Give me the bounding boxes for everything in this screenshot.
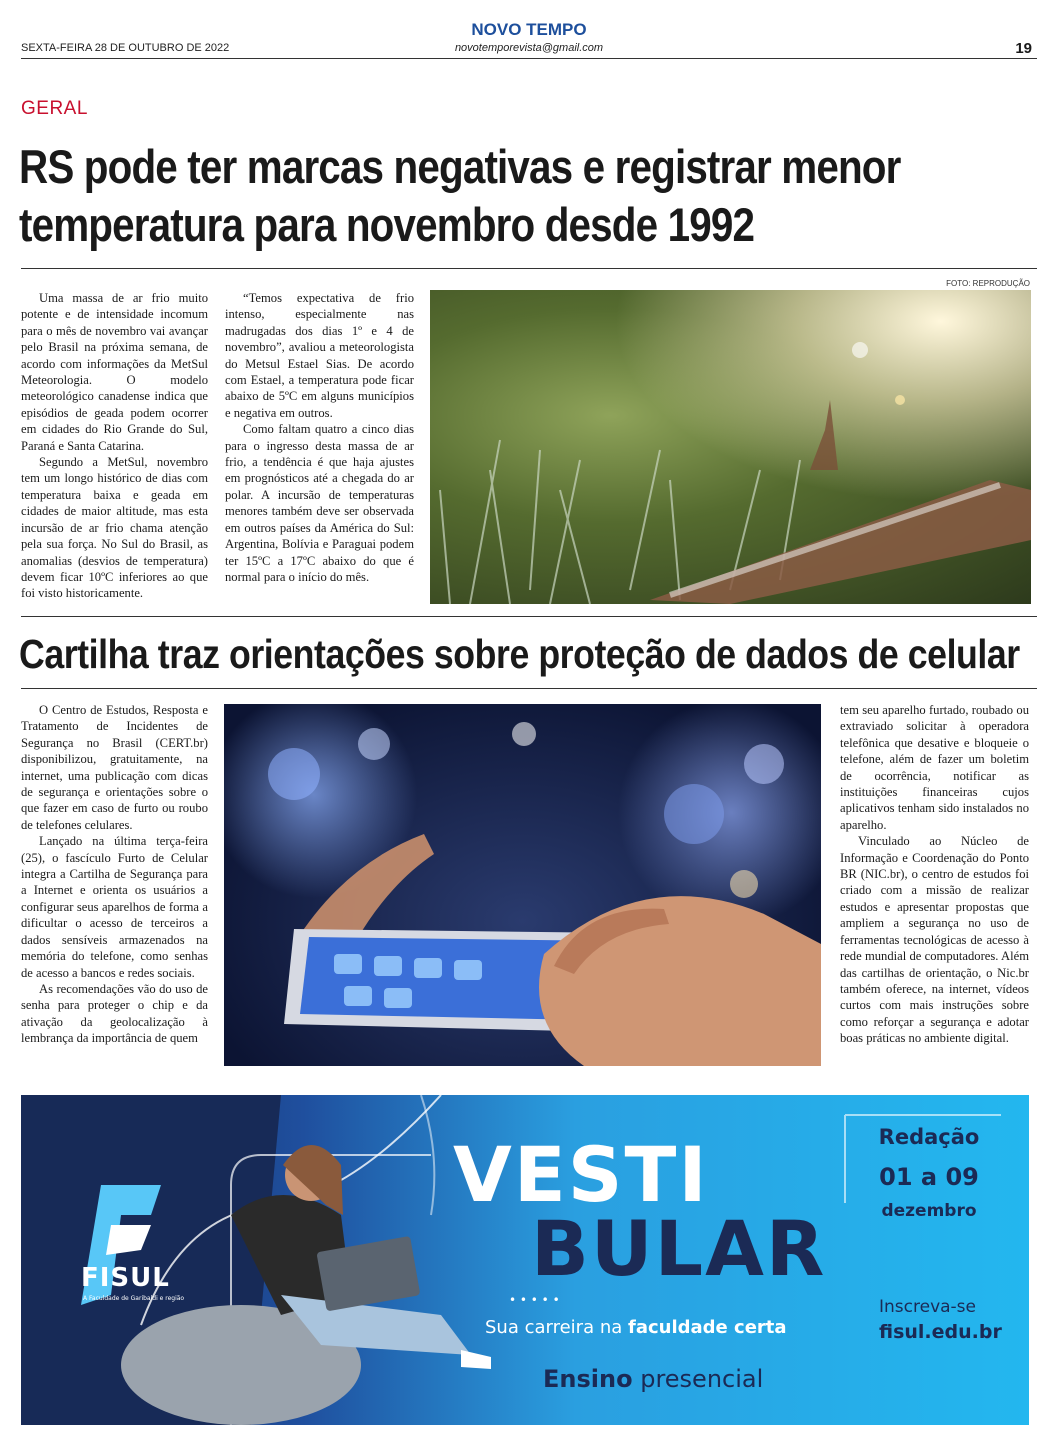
section-label: GERAL: [21, 98, 88, 119]
smartphone-illustration: [224, 704, 821, 1066]
issue-date: SEXTA-FEIRA 28 DE OUTUBRO DE 2022: [21, 42, 230, 54]
page-number: 19: [1015, 40, 1032, 57]
cta-label: Inscreva-se: [879, 1297, 976, 1317]
paragraph: O Centro de Estudos, Resposta e Tratamento de Incidentes de Segurança no Brasil (CERT.br) disponibilizou, gratuitamente, na internet, uma publicação com dicas de segurança e orientações sobre o que fazer em caso de furto ou roubo de telefones celulares.: [21, 703, 208, 832]
frost-grass-photo: [430, 290, 1031, 604]
fisul-tagline: A Faculdade de Garibaldi e região: [83, 1295, 185, 1302]
fisul-brand: FISUL: [81, 1263, 170, 1293]
ensino-normal: presencial: [632, 1365, 764, 1393]
vestibular-line2: BULAR: [531, 1204, 827, 1293]
article1-rule: [21, 268, 1037, 269]
vestibular-line1: VESTI: [453, 1130, 709, 1219]
article2-top-rule: [21, 616, 1037, 617]
paragraph: As recomendações vão do uso de senha para proteger o chip e da ativação da geolocalização à lembrança da importância de quem: [21, 981, 208, 1046]
ad-subtitle: [485, 1317, 787, 1338]
masthead-email: novotemporevista@gmail.com: [454, 42, 604, 54]
ensino-bold: Ensino: [543, 1365, 633, 1393]
smartphone-photo: [224, 704, 821, 1066]
article2-rule: [21, 688, 1037, 689]
redacao-label: Redação: [878, 1125, 980, 1149]
fisul-advertisement: [21, 1095, 1029, 1425]
masthead-title: NOVO TEMPO: [471, 20, 587, 39]
cta-url[interactable]: fisul.edu.br: [879, 1321, 1002, 1343]
header-rule: [21, 58, 1037, 59]
article1-column-2: [225, 290, 414, 585]
paragraph: Como faltam quatro a cinco dias para o ingresso desta massa de ar frio, a tendência é que haja ajustes em prognósticos até a chegada do ar polar. A incursão de temperaturas menores também deve ser observada em outros países da América do Sul: Argentina, Bolívia e Paraguai podem ter 15ºC a 17ºC abaixo do que é normal para o início do mês.: [225, 422, 414, 584]
article2-headline: Cartilha traz orientações sobre proteção de dados de celular: [19, 631, 1020, 677]
paragraph: Segundo a MetSul, novembro tem um longo histórico de dias com temperatura baixa e geada em cidades de maior altitude, mas esta incursão de ar frio chama atenção pela sua força. No Sul do Brasil, as anomalias (desvios de temperatura) devem ficar 10ºC inferiores ao que foi visto historicamente.: [21, 455, 208, 601]
paragraph: Uma massa de ar frio muito potente e de intensidade incomum para o mês de novembro vai avançar pelo Brasil na próxima semana, de acordo com informações da MetSul Meteorologia. O modelo meteorológico canadense indica que episódios de geada podem ocorrer em cidades do Rio Grande do Sul, Paraná e Santa Catarina.: [21, 291, 208, 453]
article2-column-1: [21, 702, 208, 1047]
paragraph: Lançado na última terça-feira (25), o fascículo Furto de Celular integra a Cartilha de Segurança para a Internet e orienta os usuários a configurar seus aparelhos de forma a dificultar o acesso de terceiros a dados sensíveis armazenados na memória do telefone, como senhas de acesso a bancos e redes sociais.: [21, 834, 208, 980]
subtitle-bold: faculdade certa: [628, 1317, 787, 1338]
ensino-presencial: [543, 1365, 763, 1393]
article1-headline: [19, 138, 905, 254]
redacao-dates: 01 a 09: [879, 1163, 979, 1191]
redacao-month: dezembro: [881, 1201, 977, 1221]
paragraph: tem seu aparelho furtado, roubado ou extraviado solicitar à operadora telefônica que desative e bloqueie o telefone, além de fazer um boletim de ocorrência, notificar as instituições financeiras cujos aplicativos tenham sido instalados no aparelho.: [840, 703, 1029, 832]
article1-headline-text: RS pode ter marcas negativas e registrar menor temperatura para novembro desde 1992: [19, 140, 901, 251]
article1-column-1: [21, 290, 208, 602]
frost-grass-illustration: [430, 290, 1031, 604]
photo-credit: FOTO: REPRODUÇÃO: [946, 279, 1030, 288]
paragraph: “Temos expectativa de frio intenso, especialmente nas madrugadas dos dias 1º e 4 de novembro”, avaliou a meteorologista do Metsul Estael Sias. De acordo com Estael, a temperatura pode ficar abaixo de 5ºC em alguns municípios e negativa em outros.: [225, 291, 414, 420]
subtitle-normal: Sua carreira na: [485, 1317, 628, 1338]
article2-column-3: [840, 702, 1029, 1047]
paragraph: Vinculado ao Núcleo de Informação e Coordenação do Ponto BR (NIC.br), o centro de estudos foi criado com a missão de realizar estudos e apresentar propostas que ampliem a segurança no uso de ferramentas tecnológicas de acesso à rede mundial de computadores. Além das cartilhas de orientação, o Nic.br também oferece, na internet, vídeos curtos com mais instruções sobre como reforçar a segurança e adotar boas práticas no ambiente digital.: [840, 834, 1029, 1046]
decorative-dots: • • • • •: [509, 1293, 560, 1307]
